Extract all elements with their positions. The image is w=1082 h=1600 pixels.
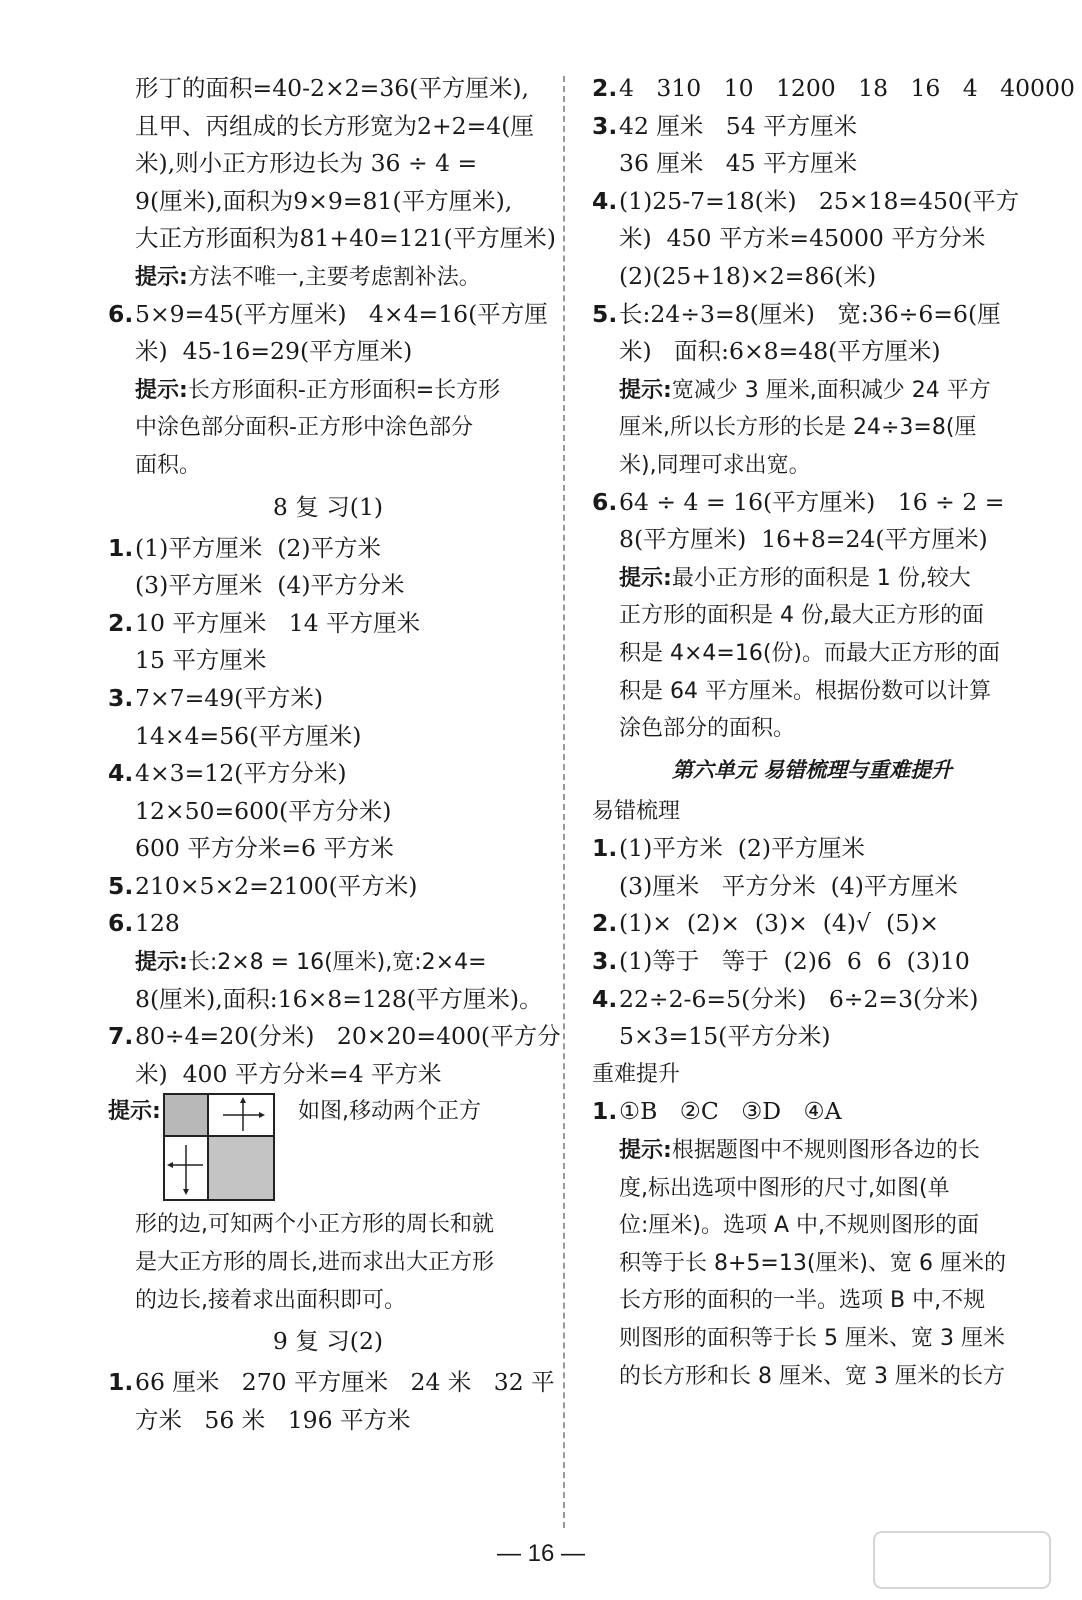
line-text: 涂色部分的面积。 xyxy=(619,716,796,742)
section-mistakes-title: 易错梳理 xyxy=(592,798,681,824)
line-text: 4×3=12(平方分米) xyxy=(135,759,347,788)
right-line xyxy=(592,521,1032,559)
line-text: (1)× (2)× (3)× (4)√ (5)× xyxy=(619,909,939,938)
right-column xyxy=(592,70,1075,1394)
line-text: 8(平方厘米) 16+8=24(平方厘米) xyxy=(619,525,988,554)
right-line xyxy=(592,1093,1032,1131)
square-diagram-figure xyxy=(163,1093,275,1201)
right-line xyxy=(592,1319,1032,1357)
question-number: 4. xyxy=(592,186,618,215)
left-line xyxy=(108,333,548,371)
left-line xyxy=(108,1402,548,1440)
line-text: (2)(25+18)×2=86(米) xyxy=(619,261,877,290)
line-text: 则图形的面积等于长 5 厘米、宽 3 厘米 xyxy=(619,1326,1005,1351)
hint-figure-text: 如图,移动两个正方 xyxy=(298,1099,481,1125)
right-line xyxy=(592,868,1032,906)
left-line xyxy=(108,296,548,334)
hint-label: 提示: xyxy=(619,377,672,403)
question-number: 3. xyxy=(592,947,618,976)
question-number: 3. xyxy=(592,111,618,140)
left-line xyxy=(108,755,548,793)
right-line xyxy=(592,1018,1032,1056)
watermark-logo xyxy=(872,1530,1052,1590)
line-text: 度,标出选项中图形的尺寸,如图(单 xyxy=(619,1175,950,1201)
line-text: 方米 56 米 196 平方米 xyxy=(135,1405,411,1434)
section-advanced-title: 重难提升 xyxy=(592,1061,681,1087)
right-line xyxy=(592,258,1032,296)
right-line xyxy=(592,296,1032,334)
hint-label: 提示: xyxy=(619,565,672,591)
left-line xyxy=(108,868,548,906)
line-text: (1)25-7=18(米) 25×18=450(平方 xyxy=(619,186,1020,215)
question-number: 1. xyxy=(592,834,618,863)
hint-label: 提示: xyxy=(135,950,188,976)
line-text: 8(厘米),面积:16×8=128(平方厘米)。 xyxy=(135,984,543,1013)
line-text: 宽减少 3 厘米,面积减少 24 平方 xyxy=(671,377,991,403)
left-line xyxy=(108,258,548,296)
left-line xyxy=(108,642,548,680)
question-number: 6. xyxy=(108,299,134,328)
right-line xyxy=(592,1206,1032,1244)
line-text: (1)平方厘米 (2)平方米 xyxy=(135,533,382,562)
question-number: 1. xyxy=(108,533,134,562)
left-line xyxy=(108,530,548,568)
left-line xyxy=(108,943,548,981)
line-text: 5×3=15(平方分米) xyxy=(619,1022,831,1051)
right-line xyxy=(592,408,1032,446)
line-text: 15 平方厘米 xyxy=(135,646,267,675)
line-text: (1)平方米 (2)平方厘米 xyxy=(619,834,866,863)
line-text: 面积。 xyxy=(135,452,202,478)
left-line xyxy=(108,830,548,868)
line-text: 的边长,接着求出面积即可。 xyxy=(135,1287,406,1313)
question-number: 5. xyxy=(592,299,618,328)
right-line xyxy=(592,183,1032,221)
right-line xyxy=(592,905,1032,943)
left-line xyxy=(108,1243,548,1281)
left-line xyxy=(108,70,548,108)
line-text: 最小正方形的面积是 1 份,较大 xyxy=(671,565,971,591)
line-text: 形的边,可知两个小正方形的周长和就 xyxy=(135,1212,494,1238)
line-text: 7×7=49(平方米) xyxy=(135,683,324,712)
line-text: 米),同理可求出宽。 xyxy=(619,452,811,478)
line-text: 9(厘米),面积为9×9=81(平方厘米), xyxy=(135,186,513,215)
right-line xyxy=(592,1244,1032,1282)
left-line xyxy=(108,605,548,643)
line-text: 大正方形面积为81+40=121(平方厘米) xyxy=(135,224,556,253)
hint-label: 提示: xyxy=(619,1138,672,1164)
right-line xyxy=(592,634,1032,672)
left-line xyxy=(108,793,548,831)
question-number: 7. xyxy=(108,1022,134,1051)
line-text: 米) 面积:6×8=48(平方厘米) xyxy=(619,337,941,366)
line-text: 长:2×8 = 16(厘米),宽:2×4= xyxy=(187,950,487,976)
left-line xyxy=(108,1056,548,1094)
question-number: 4. xyxy=(592,984,618,1013)
question-number: 6. xyxy=(108,909,134,938)
line-text: 10 平方厘米 14 平方厘米 xyxy=(135,608,421,637)
line-text: 米) 450 平方米=45000 平方分米 xyxy=(619,224,986,253)
left-line xyxy=(108,905,548,943)
line-text: 形丁的面积=40-2×2=36(平方厘米), xyxy=(135,74,530,102)
right-line xyxy=(592,1281,1032,1319)
line-text: 积等于长 8+5=13(厘米)、宽 6 厘米的 xyxy=(619,1250,1006,1276)
line-text: 米) 45-16=29(平方厘米) xyxy=(135,337,413,366)
right-line xyxy=(592,484,1032,522)
left-line xyxy=(108,567,548,605)
line-text: 的长方形和长 8 厘米、宽 3 厘米的长方 xyxy=(619,1363,1005,1389)
right-line xyxy=(592,943,1032,981)
left-line xyxy=(108,145,548,183)
line-text: 22÷2-6=5(分米) 6÷2=3(分米) xyxy=(619,984,979,1013)
line-text: 正方形的面积是 4 份,最大正方形的面 xyxy=(619,603,984,629)
line-text: 36 厘米 45 平方厘米 xyxy=(619,149,858,178)
left-line xyxy=(108,220,556,258)
unit-six-title: 第六单元 易错梳理与重难提升 xyxy=(671,757,953,782)
left-line xyxy=(108,680,548,718)
line-text: 42 厘米 54 平方厘米 xyxy=(619,111,858,140)
hint-figure-row xyxy=(108,1093,548,1205)
question-number: 3. xyxy=(108,683,134,712)
line-text: 5×9=45(平方厘米) 4×4=16(平方厘 xyxy=(135,299,548,328)
question-number: 1. xyxy=(592,1097,618,1126)
hint-label: 提示: xyxy=(108,1099,161,1125)
line-text: 12×50=600(平方分米) xyxy=(135,796,392,825)
right-line xyxy=(592,220,1032,258)
line-text: 中涂色部分面积-正方形中涂色部分 xyxy=(135,415,473,441)
hint-label: 提示: xyxy=(135,377,188,403)
left-line xyxy=(108,446,548,484)
right-line xyxy=(592,709,1032,747)
right-line xyxy=(592,596,1032,634)
hint-label: 提示: xyxy=(135,264,188,290)
left-line xyxy=(108,1364,555,1402)
line-text: (1)等于 等于 (2)6 6 6 (3)10 xyxy=(619,947,970,976)
right-line xyxy=(592,371,1032,409)
right-line xyxy=(592,1357,1032,1395)
left-line xyxy=(108,108,548,146)
line-text: 64 ÷ 4 = 16(平方厘米) 16 ÷ 2 = xyxy=(619,487,1005,516)
line-text: 厘米,所以长方形的长是 24÷3=8(厘 xyxy=(619,415,977,441)
line-text: (3)厘米 平方分米 (4)平方厘米 xyxy=(619,871,958,900)
question-number: 2. xyxy=(108,608,134,637)
line-text: (3)平方厘米 (4)平方分米 xyxy=(135,571,405,600)
line-text: 600 平方分米=6 平方米 xyxy=(135,834,394,863)
line-text: 80÷4=20(分米) 20×20=400(平方分 xyxy=(135,1022,561,1051)
line-text: 积是 4×4=16(份)。而最大正方形的面 xyxy=(619,640,1001,666)
left-line xyxy=(108,408,548,446)
question-number: 1. xyxy=(108,1368,134,1397)
line-text: 方法不唯一,主要考虑割补法。 xyxy=(187,264,481,290)
right-line xyxy=(592,145,1032,183)
line-text: 位:厘米)。选项 A 中,不规则图形的面 xyxy=(619,1213,980,1239)
left-line xyxy=(108,371,548,409)
question-number: 2. xyxy=(592,909,618,938)
left-line xyxy=(108,1018,561,1056)
right-line xyxy=(592,333,1032,371)
question-number: 2. xyxy=(592,74,618,102)
right-line xyxy=(592,559,1032,597)
page-number: — 16 — xyxy=(496,1540,586,1567)
line-text: 长:24÷3=8(厘米) 宽:36÷6=6(厘 xyxy=(619,299,1001,328)
left-line xyxy=(108,183,548,221)
right-line xyxy=(592,1169,1032,1207)
right-line xyxy=(592,981,1032,1019)
line-text: 积是 64 平方厘米。根据份数可以计算 xyxy=(619,678,991,704)
review-heading-1: 8 复 习(1) xyxy=(272,492,384,521)
review-heading-2: 9 复 习(2) xyxy=(272,1327,384,1356)
right-line xyxy=(592,108,1032,146)
line-text: 210×5×2=2100(平方米) xyxy=(135,871,418,900)
question-number: 4. xyxy=(108,759,134,788)
left-column xyxy=(108,70,561,1439)
left-line xyxy=(108,1205,548,1243)
line-text: 长方形面积-正方形面积=长方形 xyxy=(187,377,501,403)
line-text: 长方形的面积的一半。选项 B 中,不规 xyxy=(619,1288,986,1314)
right-line xyxy=(592,830,1032,868)
line-text: 是大正方形的周长,进而求出大正方形 xyxy=(135,1250,494,1276)
line-text: 根据题图中不规则图形各边的长 xyxy=(671,1138,980,1164)
question-number: 6. xyxy=(592,487,618,516)
line-text: 米) 400 平方分米=4 平方米 xyxy=(135,1059,442,1088)
line-text: 128 xyxy=(135,909,180,938)
right-line xyxy=(592,70,1075,108)
column-divider xyxy=(563,76,565,1528)
right-line xyxy=(592,446,1032,484)
line-text: 4 310 10 1200 18 16 4 40000 xyxy=(619,74,1075,102)
right-line xyxy=(592,1131,1032,1169)
left-line xyxy=(108,718,548,756)
line-text: 66 厘米 270 平方厘米 24 米 32 平 xyxy=(135,1368,555,1397)
line-text: 且甲、丙组成的长方形宽为2+2=4(厘 xyxy=(135,111,534,140)
line-text: 米),则小正方形边长为 36 ÷ 4 = xyxy=(135,149,478,178)
left-line xyxy=(108,981,548,1019)
line-text: 14×4=56(平方厘米) xyxy=(135,721,362,750)
question-number: 5. xyxy=(108,871,134,900)
line-text: ①B ②C ③D ④A xyxy=(619,1097,842,1126)
left-line xyxy=(108,1281,548,1319)
right-line xyxy=(592,672,1032,710)
